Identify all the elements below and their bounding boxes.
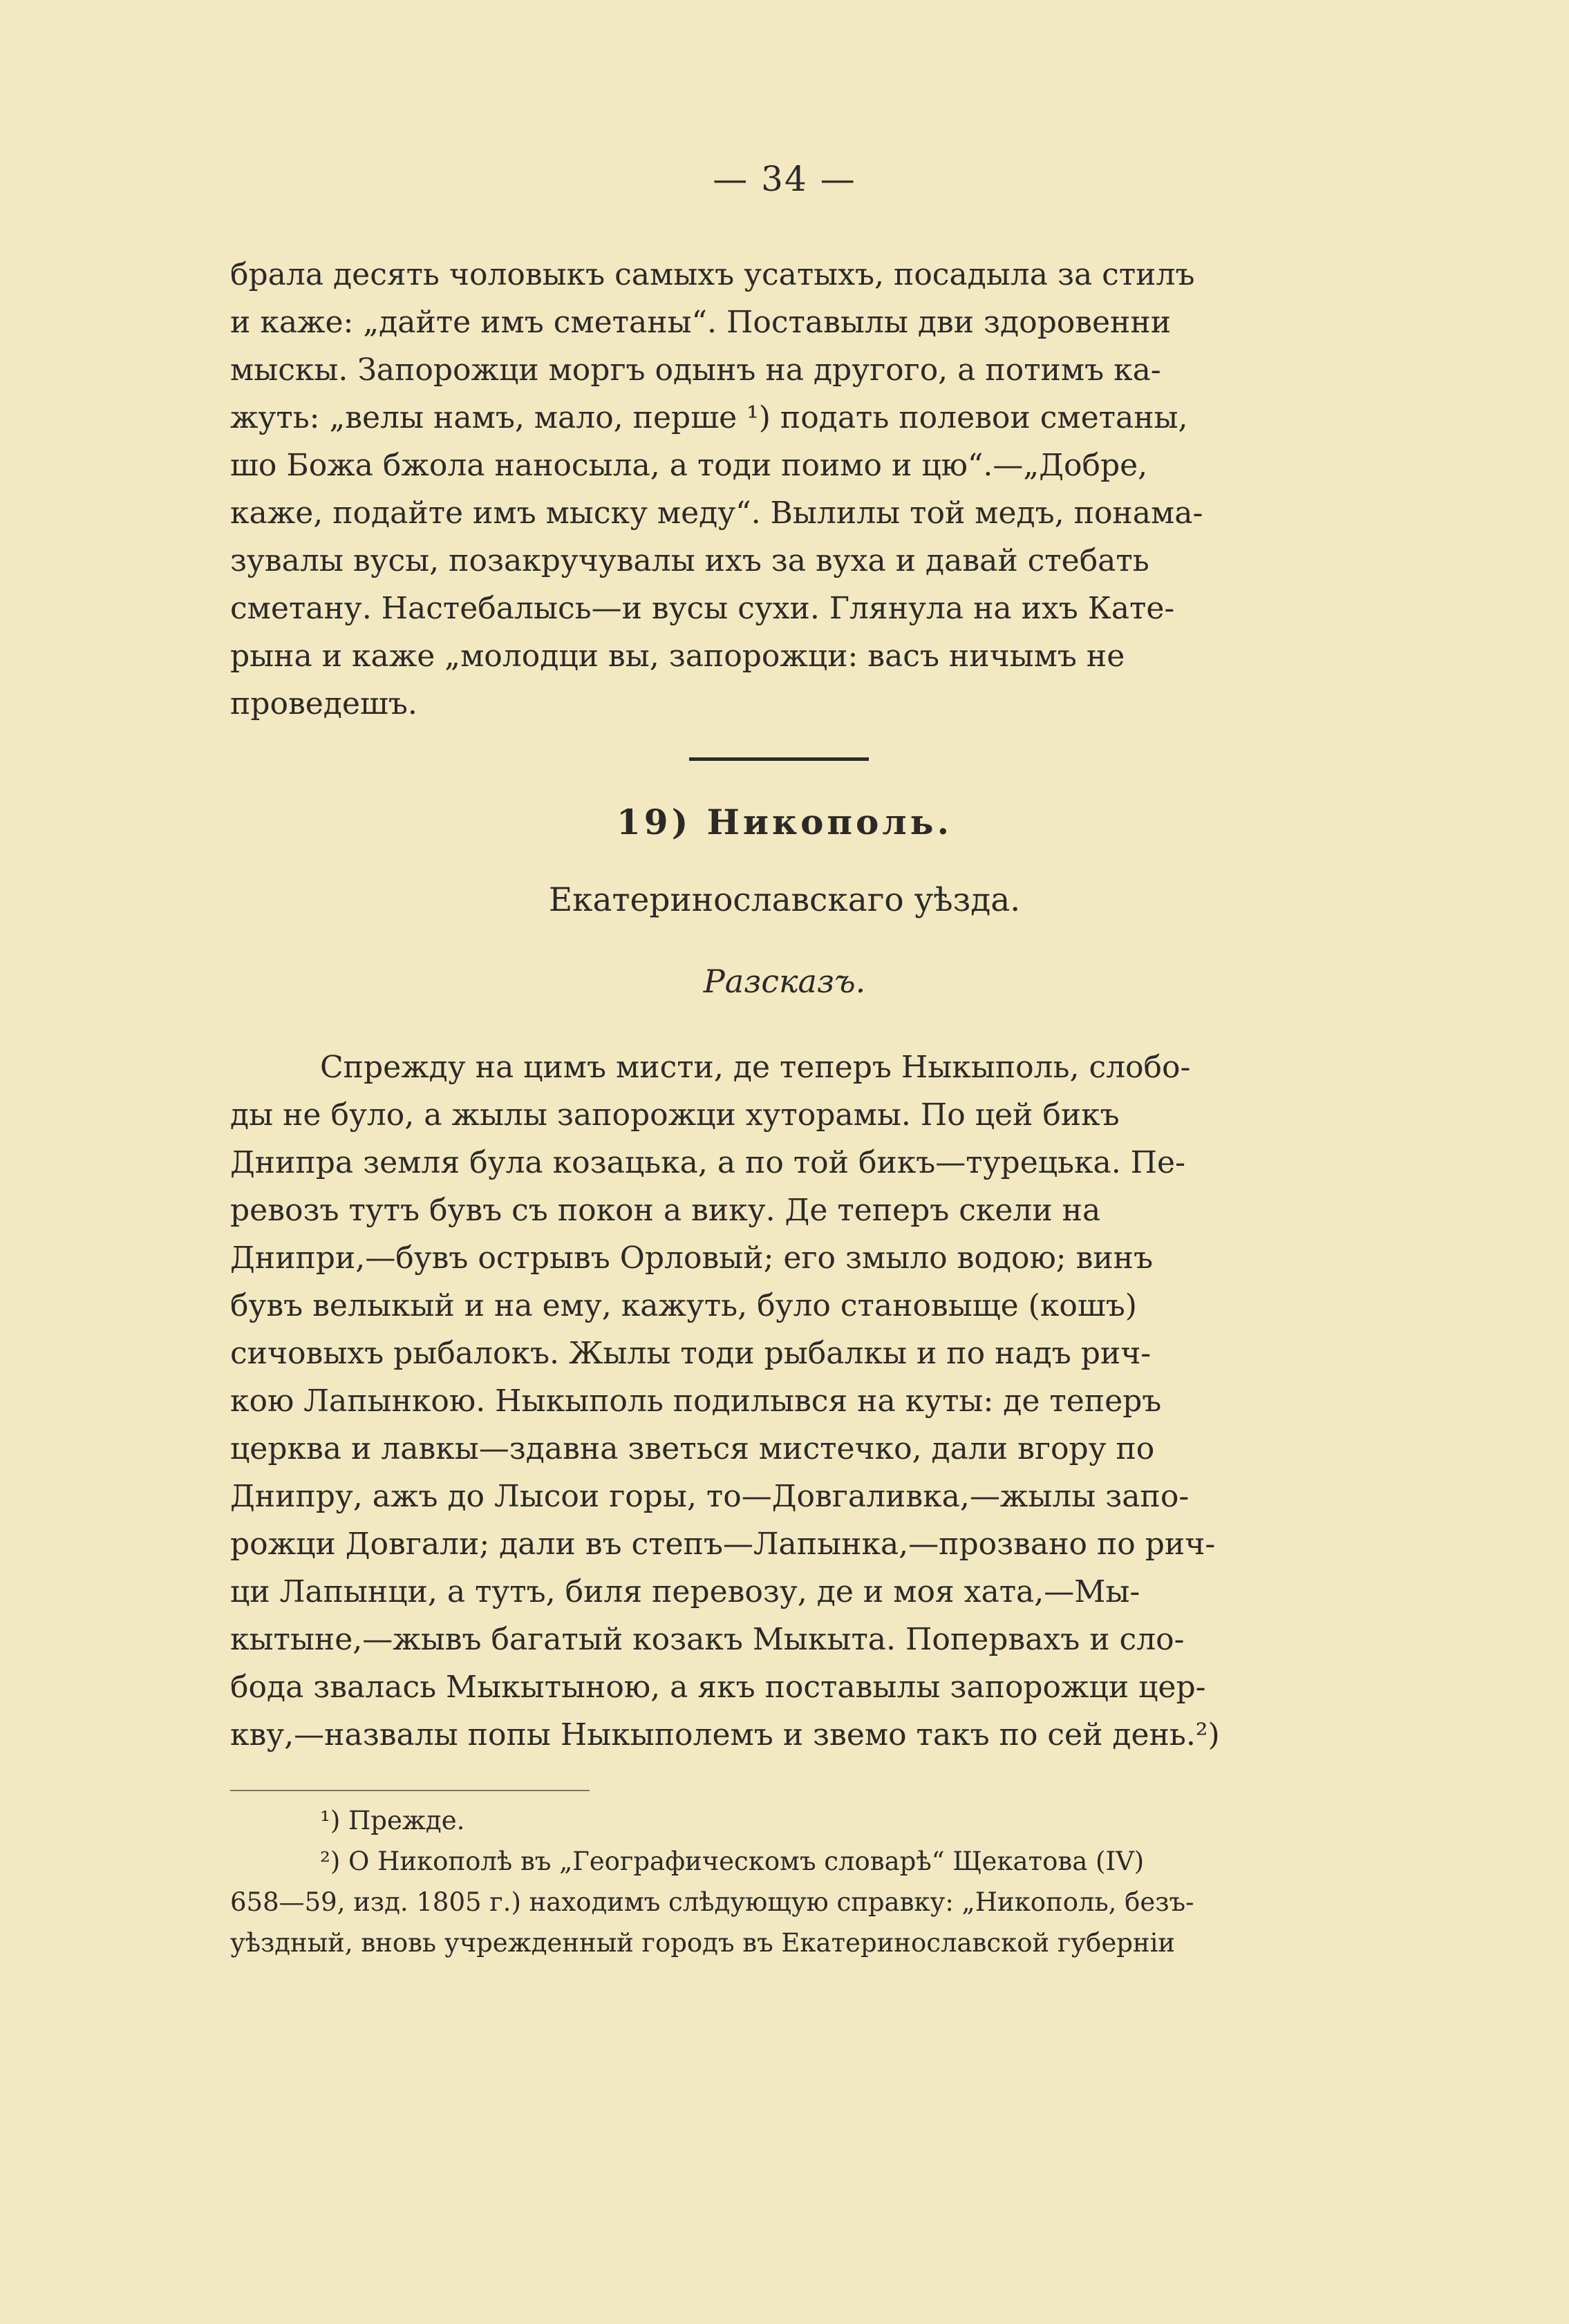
text-line: шо Божа бжола наносыла, а тоди поимо и цю“.—„Добре, bbox=[230, 448, 1148, 483]
text-line: зувалы вусы, позакручувалы ихъ за вуха и давай стебать bbox=[230, 543, 1149, 578]
text-line: кытыне,—жывъ багатый козакъ Мыкыта. Попервахъ и сло- bbox=[230, 1622, 1185, 1657]
top-paragraph bbox=[230, 251, 1327, 728]
text-line: Днипри,—бувъ острывъ Орловый; его змыло водою; винъ bbox=[230, 1240, 1153, 1276]
text-line: кою Лапынкою. Ныкыполь подилывся на куты: де теперъ bbox=[230, 1383, 1162, 1419]
footnote-line: ²) О Никополѣ въ „Географическомъ словарѣ“ Щекатова (IV) bbox=[320, 1846, 1145, 1876]
footnote-line: ¹) Прежде. bbox=[320, 1806, 465, 1835]
text-line: Днипру, ажъ до Лысои горы, то—Довгаливка,—жылы запо- bbox=[230, 1479, 1190, 1514]
text-line: мыскы. Запорожци моргъ одынъ на другого, а потимъ ка- bbox=[230, 352, 1161, 388]
text-line: церква и лавкы—здавна зветься мистечко, дали вгору по bbox=[230, 1431, 1155, 1466]
text-line: и каже: „дайте имъ сметаны“. Поставылы дви здоровенни bbox=[230, 305, 1172, 340]
footnotes bbox=[230, 1800, 1327, 1963]
footnote-line: 658—59, изд. 1805 г.) находимъ слѣдующую справку: „Никополь, безъ- bbox=[230, 1887, 1194, 1917]
text-line: сичовыхъ рыбалокъ. Жылы тоди рыбалкы и по надъ рич- bbox=[230, 1336, 1152, 1371]
page-number: — 34 — bbox=[713, 159, 856, 199]
text-line: ревозъ тутъ бувъ съ покон а вику. Де теперъ скели на bbox=[230, 1193, 1101, 1228]
text-line: Днипра земля була козацька, а по той бикъ—турецька. Пе- bbox=[230, 1145, 1185, 1180]
text-line: проведешъ. bbox=[230, 686, 417, 721]
text-line: рына и каже „молодци вы, запорожци: васъ ничымъ не bbox=[230, 639, 1125, 674]
footnote-divider bbox=[230, 1790, 590, 1791]
section-genre: Разсказъ. bbox=[703, 963, 866, 1000]
footnote-line: уѣздный, вновь учрежденный городъ въ Екатеринославской губерніи bbox=[230, 1928, 1176, 1958]
text-line: ды не було, а жылы запорожци хуторамы. По цей бикъ bbox=[230, 1097, 1120, 1133]
section-divider bbox=[689, 757, 869, 761]
text-line: кву,—назвалы попы Ныкыполемъ и звемо такъ по сей день.²) bbox=[230, 1717, 1220, 1753]
text-line: рожци Довгали; дали въ степъ—Лапынка,—прозвано по рич- bbox=[230, 1527, 1216, 1562]
text-line: ци Лапынци, а тутъ, биля перевозу, де и моя хата,—Мы- bbox=[230, 1574, 1140, 1609]
text-line: жуть: „велы намъ, мало, перше ¹) подать полевои сметаны, bbox=[230, 400, 1188, 435]
section-subtitle: Екатеринославскаго уѣзда. bbox=[548, 881, 1021, 919]
text-line: бода звалась Мыкытыною, а якъ поставылы запорожци цер- bbox=[230, 1670, 1206, 1705]
text-line: бувъ велыкый и на ему, кажуть, було становыще (кошъ) bbox=[230, 1288, 1137, 1323]
text-line: каже, подайте имъ мыску меду“. Вылилы той медъ, понама- bbox=[230, 495, 1203, 531]
text-line: Спрежду на цимъ мисти, де теперъ Ныкыполь, слобо- bbox=[320, 1050, 1191, 1085]
section-title: 19) Никополь. bbox=[617, 802, 952, 842]
text-line: сметану. Настебалысь—и вусы сухи. Глянула на ихъ Кате- bbox=[230, 591, 1175, 626]
text-line: брала десять чоловыкъ самыхъ усатыхъ, посадыла за стилъ bbox=[230, 257, 1195, 292]
story-paragraph bbox=[230, 1043, 1327, 1759]
